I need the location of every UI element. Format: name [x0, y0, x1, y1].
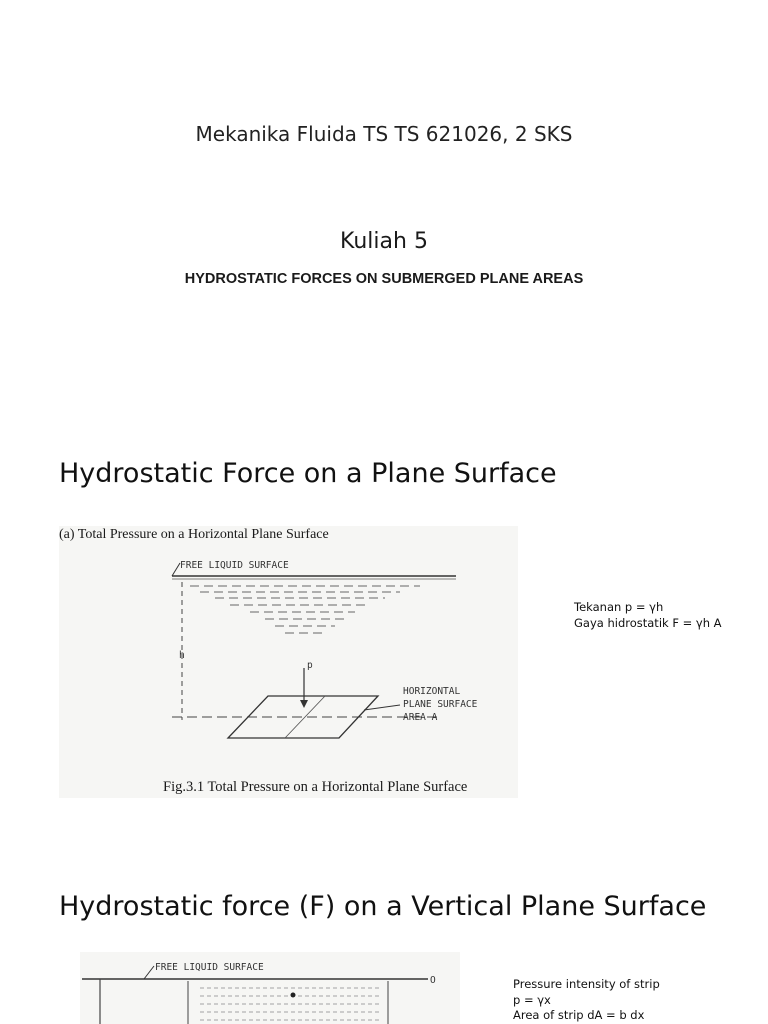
- free-surface-label: FREE LIQUID SURFACE: [180, 560, 289, 571]
- strip-notes: [513, 977, 660, 1024]
- figure-caption-bottom: Fig.3.1 Total Pressure on a Horizontal Plane Surface: [163, 779, 468, 795]
- note-line-intensity: Pressure intensity of strip: [513, 977, 660, 991]
- plane-label-3: AREA A: [403, 712, 438, 723]
- lecture-subtitle: HYDROSTATIC FORCES ON SUBMERGED PLANE AREAS: [184, 271, 584, 287]
- figure-caption-top: (a) Total Pressure on a Horizontal Plane Surface: [59, 527, 329, 542]
- note-line-strip-area: Area of strip dA = b dx: [513, 1008, 645, 1022]
- course-title: Mekanika Fluida TS TS 621026, 2 SKS: [195, 122, 573, 146]
- slide-heading-horizontal: Hydrostatic Force on a Plane Surface: [59, 458, 557, 489]
- depth-label: h: [179, 650, 185, 661]
- note-line-force: Gaya hidrostatik F = γh A: [574, 615, 722, 630]
- centroid-point: [291, 993, 296, 998]
- note-line-pressure-x: p = γx: [513, 992, 551, 1007]
- free-surface-label-vertical: FREE LIQUID SURFACE: [155, 962, 264, 973]
- origin-label: O: [430, 975, 436, 986]
- liquid-hatching-vertical: [200, 988, 380, 1020]
- note-line-pressure: Tekanan p = γh: [574, 600, 664, 614]
- lecture-number: Kuliah 5: [340, 229, 428, 254]
- plane-label-2: PLANE SURFACE: [403, 699, 478, 710]
- pressure-label: p: [307, 660, 313, 671]
- plane-label-1: HORIZONTAL: [403, 686, 461, 697]
- slide-heading-vertical: Hydrostatic force (F) on a Vertical Plane Surface: [59, 891, 707, 922]
